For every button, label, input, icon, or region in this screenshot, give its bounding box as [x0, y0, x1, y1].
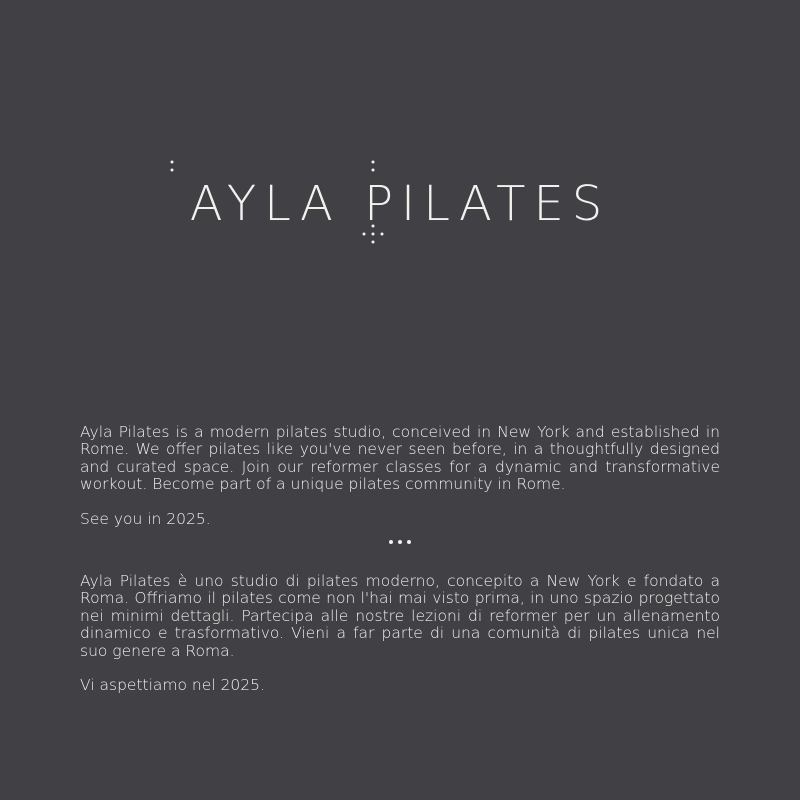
- ellipsis-dots-icon: [80, 528, 720, 556]
- italian-closing: Vi aspettiamo nel 2025.: [80, 676, 265, 695]
- brand-logo: [0, 160, 800, 252]
- english-description: Ayla Pilates is a modern pilates studio, conceived in New York and established in Rome. We offer pilates like you've never seen before, in a thoughtfully designed and curated space. Join our reformer classes for a dynamic and transformative workout. Become part of a unique pilates community in Rome.: [80, 423, 720, 494]
- main-content: [80, 424, 720, 694]
- english-closing: See you in 2025.: [80, 509, 211, 528]
- brand-name: AYLA PILATES: [189, 176, 611, 232]
- italian-description: Ayla Pilates è uno studio di pilates moderno, concepito a New York e fondato a Roma. Offriamo il pilates come non l'hai mai visto prima, in uno spazio progettato nei minimi dettagli. Partecipa alle nostre lezioni di reformer per un allenamento dinamico e trasformativo. Vieni a far parte di una comunità di pilates unica nel suo genere a Roma.: [80, 572, 720, 660]
